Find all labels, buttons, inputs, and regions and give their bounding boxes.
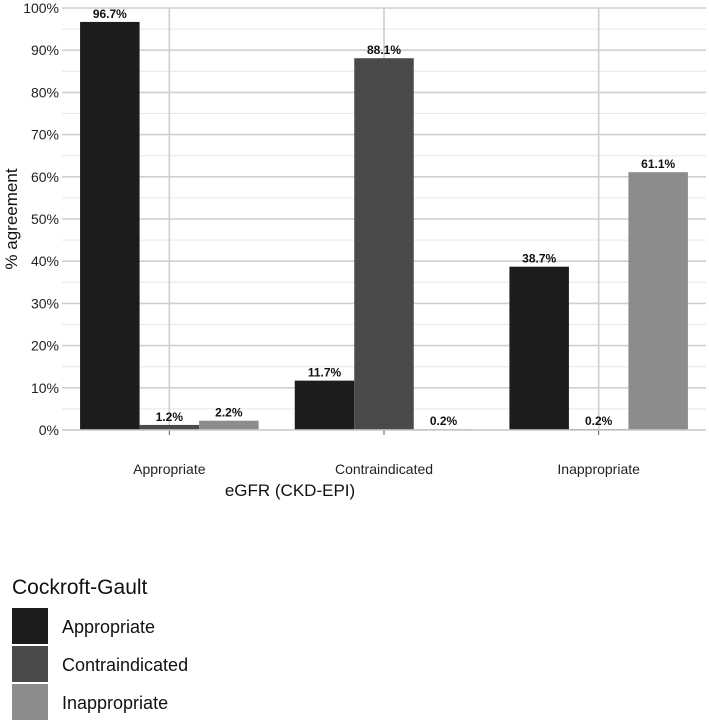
bar-data-label: 2.2% [215, 405, 243, 420]
y-tick-label: 80% [30, 84, 59, 101]
bar-data-label: 11.7% [307, 365, 342, 380]
x-tick-label: Contraindicated [334, 461, 434, 477]
y-tick-labels [23, 0, 59, 438]
legend-label: Inappropriate [62, 693, 169, 713]
y-tick-label: 0% [38, 422, 59, 438]
x-axis-title: eGFR (CKD-EPI) [224, 481, 356, 500]
bar-data-label: 61.1% [641, 157, 676, 172]
y-axis-title: % agreement [2, 168, 21, 270]
x-tick-label: Appropriate [133, 461, 206, 477]
bar-data-label: 1.2% [155, 409, 184, 424]
legend-label: Contraindicated [62, 655, 189, 675]
bar-appropriate-inappropriate [509, 267, 568, 430]
legend [12, 576, 188, 720]
y-tick-label: 40% [30, 253, 59, 270]
bar-appropriate-contraindicated [295, 381, 355, 430]
bar-data-label: 88.1% [366, 43, 402, 58]
legend-swatch-inappropriate [12, 684, 48, 720]
legend-title: Cockroft-Gault [12, 576, 148, 599]
legend-swatch-contraindicated [12, 646, 48, 682]
x-tick-label: Inappropriate [557, 461, 640, 477]
bar-data-label: 0.2% [429, 414, 458, 429]
y-tick-label: 90% [30, 42, 59, 59]
y-tick-label: 10% [30, 379, 59, 396]
y-tick-label: 100% [23, 0, 59, 16]
x-tick-labels [133, 430, 640, 477]
y-tick-label: 60% [30, 168, 59, 185]
bar-data-label: 96.7% [92, 6, 127, 21]
bar-data-label: 38.7% [522, 251, 557, 266]
bar-appropriate-appropriate [80, 22, 140, 430]
bar-contraindicated-contraindicated [354, 58, 414, 430]
y-tick-label: 50% [30, 211, 59, 227]
legend-swatch-appropriate [12, 608, 48, 644]
y-tick-label: 20% [30, 337, 59, 354]
y-tick-label: 70% [30, 126, 59, 143]
bar-inappropriate-appropriate [199, 421, 258, 430]
bar-data-label: 0.2% [584, 414, 613, 429]
bar-inappropriate-inappropriate [628, 172, 688, 430]
legend-label: Appropriate [62, 617, 156, 637]
y-tick-label: 30% [30, 295, 59, 312]
bars [80, 22, 688, 430]
